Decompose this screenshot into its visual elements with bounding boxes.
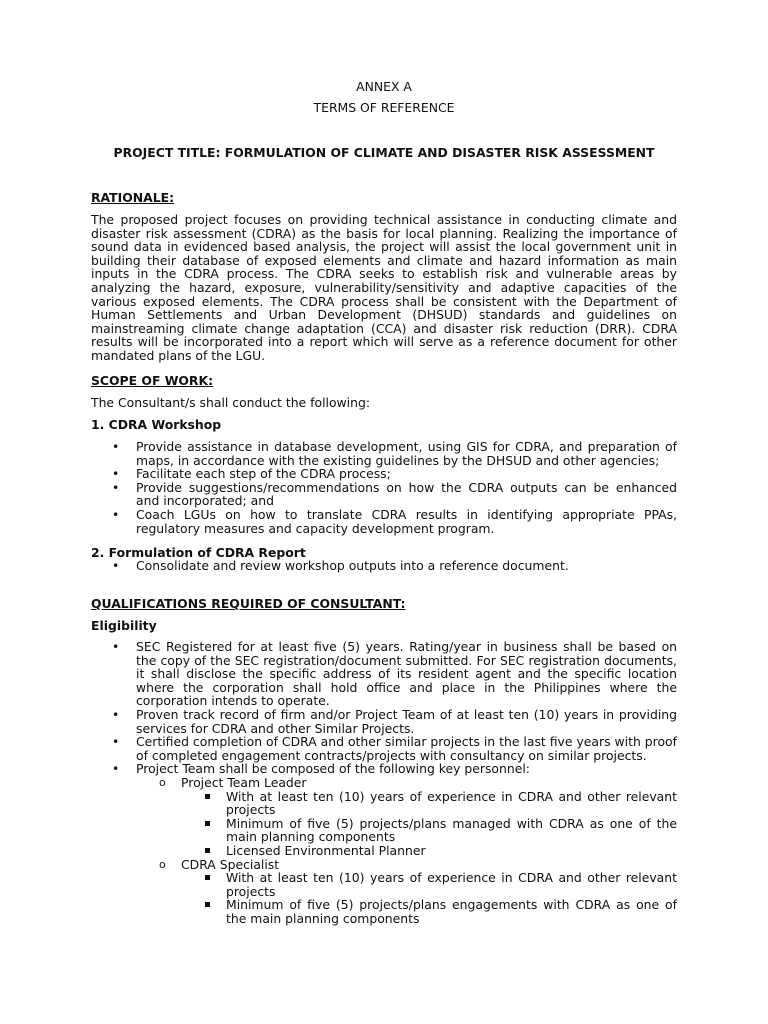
list-item: • Facilitate each step of the CDRA process; bbox=[91, 467, 677, 481]
section-2-list bbox=[91, 559, 677, 573]
personnel-role: o Project Team Leader bbox=[91, 776, 677, 790]
requirement-item: Licensed Environmental Planner bbox=[91, 844, 677, 858]
list-item: • Consolidate and review workshop outputs into a reference document. bbox=[91, 559, 677, 573]
section-2-title: 2. Formulation of CDRA Report bbox=[91, 545, 306, 560]
list-item: • Provide assistance in database development, using GIS for CDRA, and preparation of maps, in accordance with the existing guidelines by the DHSUD and other agencies; bbox=[91, 440, 677, 467]
section-1-list bbox=[91, 440, 677, 535]
list-item: • Coach LGUs on how to translate CDRA results in identifying appropriate PPAs, regulatory measures and capacity development program. bbox=[91, 508, 677, 535]
list-item: • Certified completion of CDRA and other similar projects in the last five years with proof of completed engagement contracts/projects with consultancy on similar projects. bbox=[91, 735, 677, 762]
rationale-heading: RATIONALE: bbox=[91, 190, 175, 205]
requirement-item: With at least ten (10) years of experience in CDRA and other relevant projects bbox=[91, 871, 677, 898]
personnel-role: o CDRA Specialist bbox=[91, 858, 677, 872]
requirement-item: Minimum of five (5) projects/plans managed with CDRA as one of the main planning components bbox=[91, 817, 677, 844]
rationale-section bbox=[91, 213, 677, 363]
eligibility-heading: Eligibility bbox=[91, 618, 157, 633]
scope-heading: SCOPE OF WORK: bbox=[91, 373, 214, 388]
annex-label: ANNEX A bbox=[356, 79, 412, 94]
scope-intro: The Consultant/s shall conduct the following: bbox=[91, 395, 371, 410]
list-item: • Provide suggestions/recommendations on how the CDRA outputs can be enhanced and incorporated; and bbox=[91, 481, 677, 508]
requirement-item: Minimum of five (5) projects/plans engagements with CDRA as one of the main planning components bbox=[91, 898, 677, 925]
rationale-text: The proposed project focuses on providing technical assistance in conducting climate and disaster risk assessment (CDRA) as the basis for local planning. Realizing the importance of sound data in evidenced based analysis, the project will assist the local government unit in building their database of exposed elements and climate and hazard information as main inputs in the CDRA process. The CDRA seeks to establish risk and vulnerable areas by analyzing the hazard, exposure, vulnerability/sensitivity and adaptive capacities of the various exposed elements. The CDRA process shall be consistent with the Department of Human Settlements and Urban Development (DHSUD) standards and guidelines on mainstreaming climate change adaptation (CCA) and disaster risk reduction (DRR). CDRA results will be incorporated into a report which will serve as a reference document for other mandated plans of the LGU. bbox=[91, 212, 677, 363]
qualifications-heading: QUALIFICATIONS REQUIRED OF CONSULTANT: bbox=[91, 596, 406, 611]
list-item: • Project Team shall be composed of the following key personnel: bbox=[91, 762, 677, 776]
project-title: PROJECT TITLE: FORMULATION OF CLIMATE AND DISASTER RISK ASSESSMENT bbox=[113, 145, 655, 160]
tor-heading: TERMS OF REFERENCE bbox=[313, 100, 455, 115]
section-1-title: 1. CDRA Workshop bbox=[91, 417, 222, 432]
list-item: • Proven track record of firm and/or Project Team of at least ten (10) years in providing services for CDRA and other Similar Projects. bbox=[91, 708, 677, 735]
eligibility-list bbox=[91, 640, 677, 925]
list-item: • SEC Registered for at least five (5) years. Rating/year in business shall be based on the copy of the SEC registration/document submitted. For SEC registration documents, it shall disclose the specific address of its resident agent and the specific location where the corporation shall hold office and place in the Philippines where the corporation intends to operate. bbox=[91, 640, 677, 708]
requirement-item: With at least ten (10) years of experience in CDRA and other relevant projects bbox=[91, 790, 677, 817]
